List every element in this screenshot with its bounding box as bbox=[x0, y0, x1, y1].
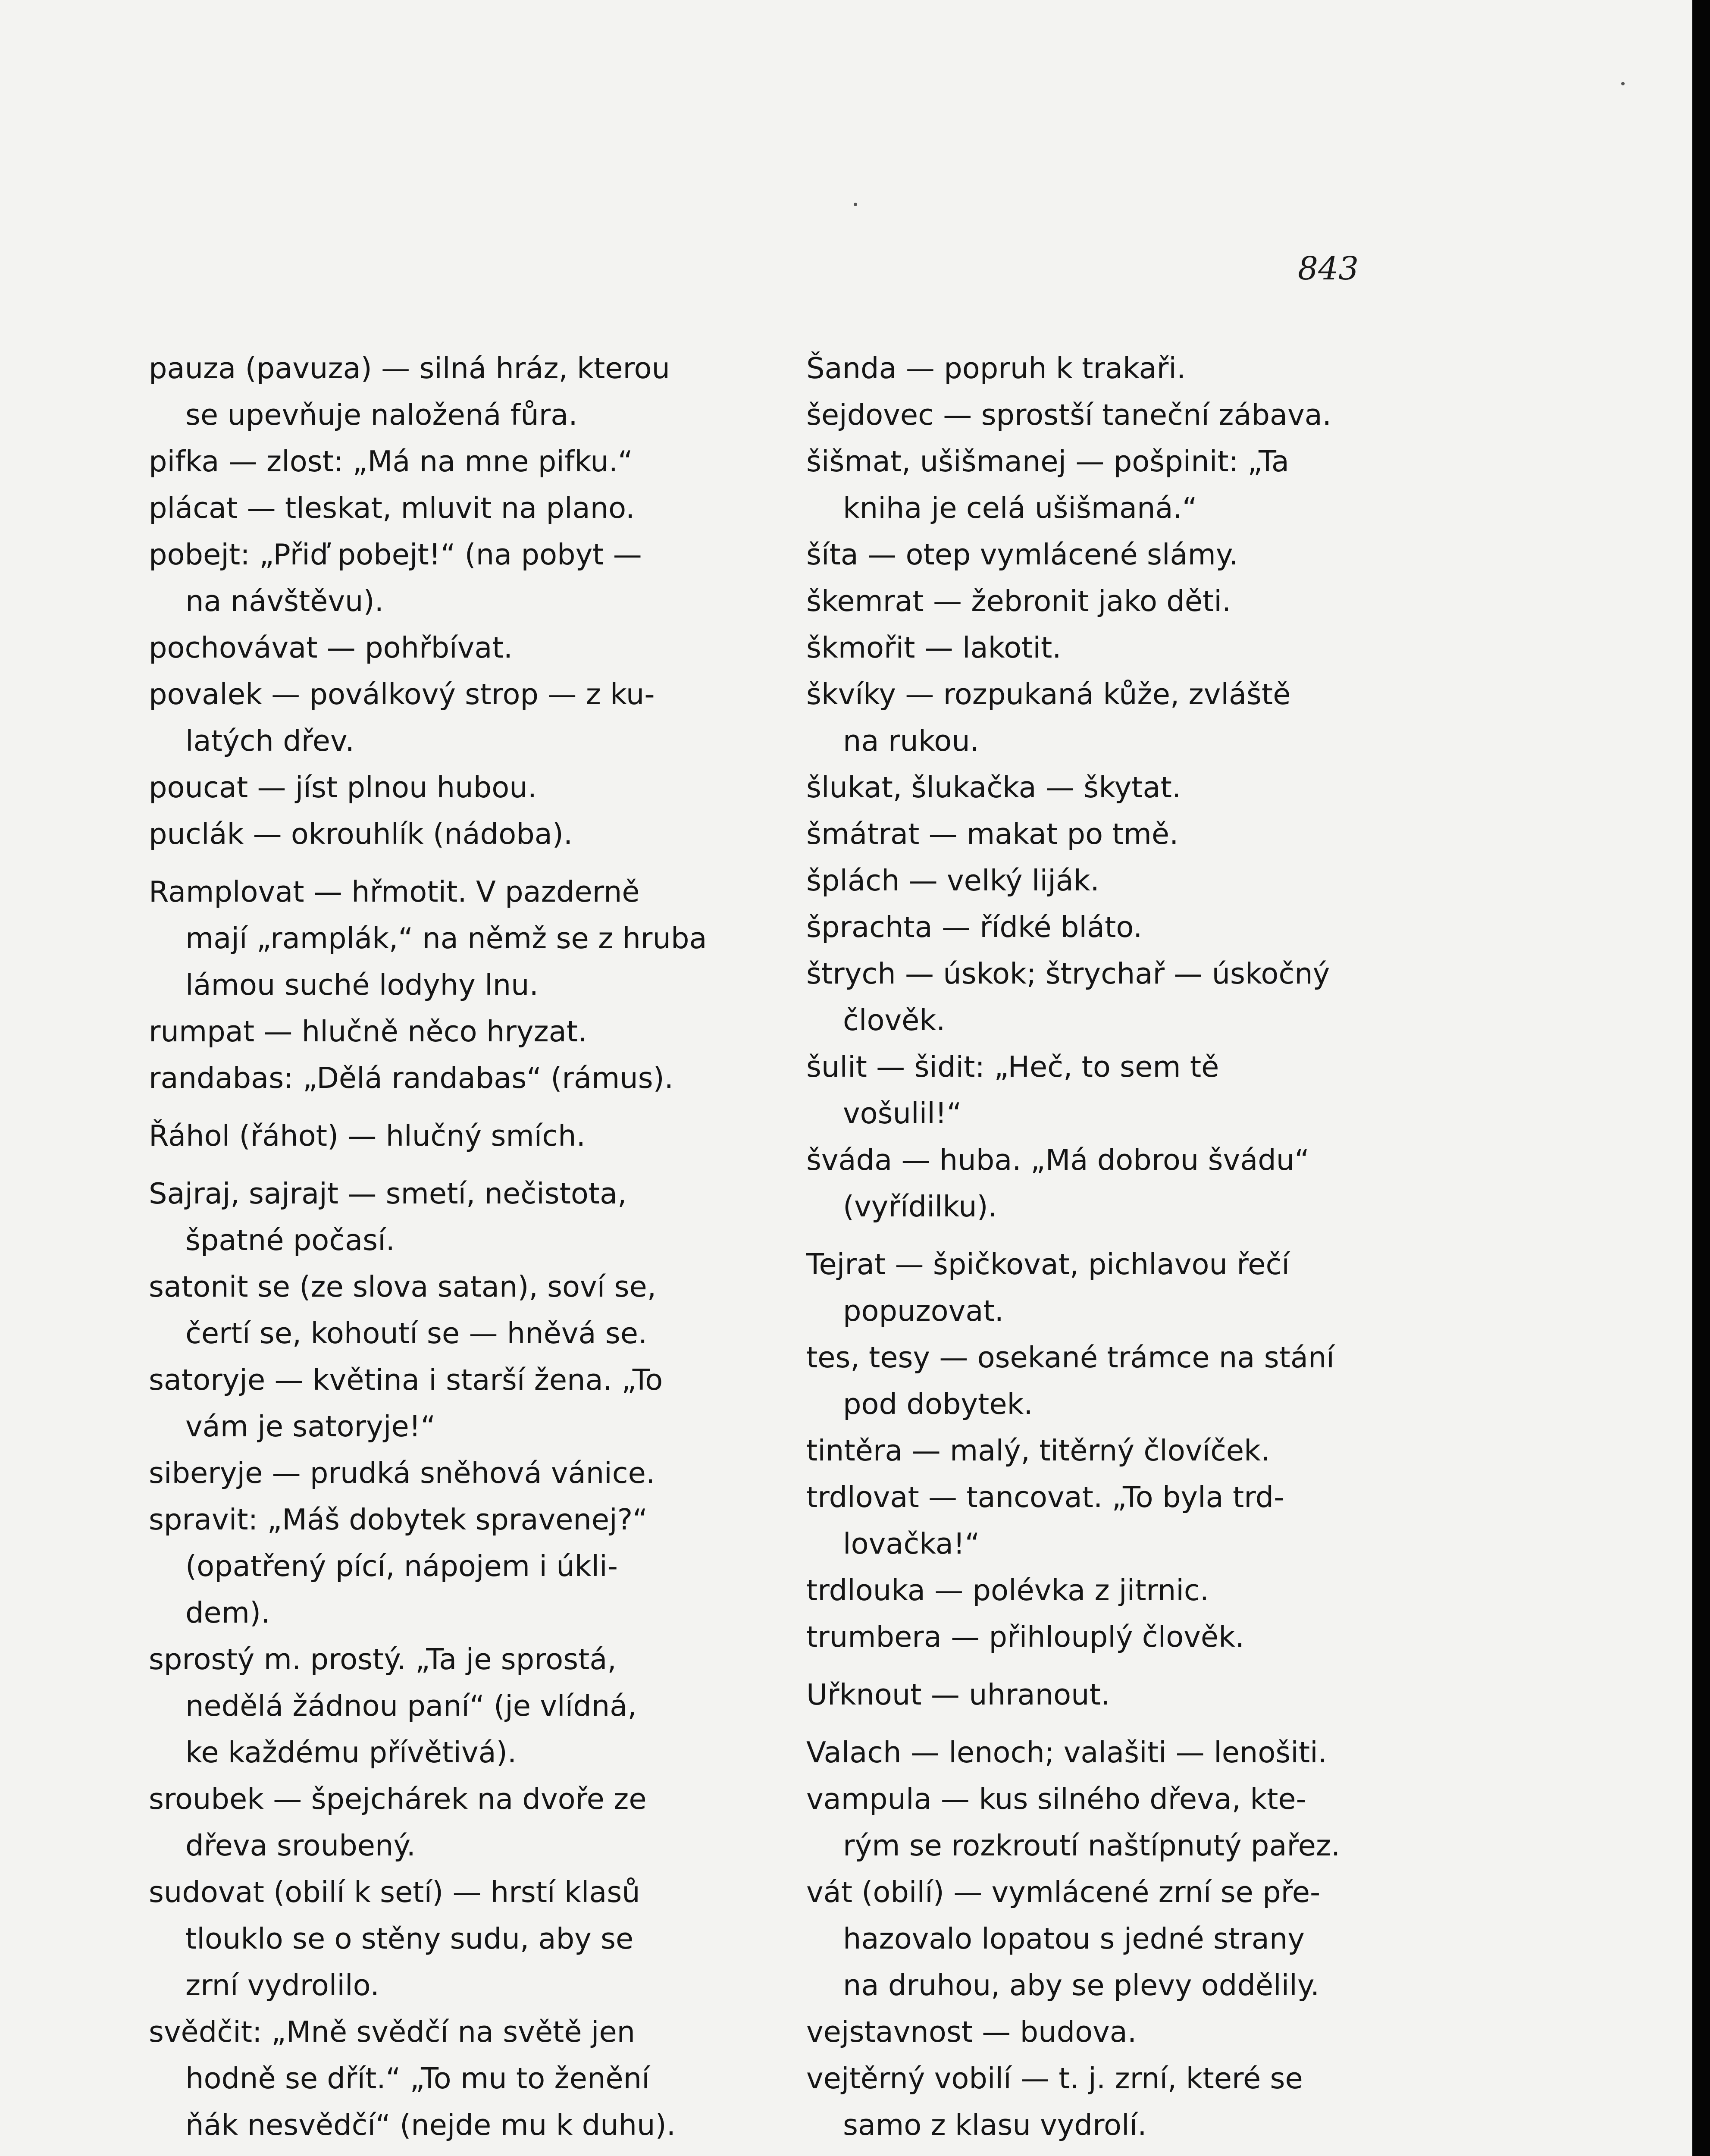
entry-line: lovačka!“ bbox=[843, 1527, 980, 1561]
left-column-entry bbox=[149, 1496, 727, 1636]
entry-line: sudovat (obilí k setí) — hrstí klasů bbox=[149, 1875, 640, 1909]
right-column-entry bbox=[806, 1474, 1384, 1567]
left-column-entry bbox=[149, 485, 727, 531]
entry-line: (opatřený pící, nápojem i úkli- bbox=[185, 1549, 618, 1583]
right-column-entry bbox=[806, 671, 1384, 764]
entry-line: Uřknout — uhranout. bbox=[806, 1678, 1110, 1711]
entry-line: na návštěvu). bbox=[185, 584, 384, 618]
entry-line: štrych — úskok; štrychař — úskočný bbox=[806, 957, 1330, 990]
entry-line: trumbera — přihlouplý člověk. bbox=[806, 1620, 1245, 1654]
left-column-entry bbox=[149, 671, 727, 764]
entry-line: čertí se, kohoutí se — hněvá se. bbox=[185, 1316, 648, 1350]
entry-line: latých dřev. bbox=[185, 724, 354, 758]
entry-line: randabas: „Dělá randabas“ (rámus). bbox=[149, 1061, 674, 1095]
entry-line: pauza (pavuza) — silná hráz, kterou bbox=[149, 351, 670, 385]
entry-line: vošulil!“ bbox=[843, 1097, 962, 1130]
right-column-entry bbox=[806, 1869, 1384, 2009]
right-column-entry bbox=[806, 1729, 1384, 1776]
left-column-entry bbox=[149, 345, 727, 438]
right-column-entry bbox=[806, 578, 1384, 624]
left-column-entry bbox=[149, 1636, 727, 1776]
entry-line: hazovalo lopatou s jedné strany bbox=[843, 1922, 1305, 1955]
entry-line: trdlouka — polévka z jitrnic. bbox=[806, 1573, 1209, 1607]
entry-line: mají „ramplák,“ na němž se z hruba bbox=[185, 921, 707, 955]
entry-line: zrní vydrolilo. bbox=[185, 1968, 379, 2002]
right-column-entry bbox=[806, 1567, 1384, 1614]
left-column-entry bbox=[149, 1450, 727, 1496]
right-column bbox=[806, 345, 1384, 2148]
entry-line: vám je satoryje!“ bbox=[185, 1410, 436, 1443]
left-column-entry bbox=[149, 438, 727, 485]
entry-line: špatné počasí. bbox=[185, 1223, 395, 1257]
right-column-entry bbox=[806, 904, 1384, 950]
entry-line: šíta — otep vymlácené slámy. bbox=[806, 538, 1238, 571]
left-column-entry bbox=[149, 1357, 727, 1450]
entry-line: šmátrat — makat po tmě. bbox=[806, 817, 1179, 851]
entry-line: pobejt: „Přiď pobejt!“ (na pobyt — bbox=[149, 538, 642, 571]
right-column-entry bbox=[806, 857, 1384, 904]
entry-line: se upevňuje naložená fůra. bbox=[185, 398, 578, 432]
right-column-entry bbox=[806, 1671, 1384, 1718]
entry-line: šejdovec — sprostší taneční zábava. bbox=[806, 398, 1332, 432]
entry-line: tintěra — malý, titěrný človíček. bbox=[806, 1434, 1270, 1467]
left-column-entry bbox=[149, 1055, 727, 1101]
left-column-entry bbox=[149, 624, 727, 671]
entry-line: člověk. bbox=[843, 1003, 946, 1037]
entry-line: pochovávat — pohřbívat. bbox=[149, 631, 513, 664]
scan-border bbox=[1692, 0, 1710, 2156]
entry-line: škemrat — žebronit jako děti. bbox=[806, 584, 1231, 618]
entry-line: šlukat, šlukačka — škytat. bbox=[806, 771, 1181, 804]
entry-line: Sajraj, sajrajt — smetí, nečistota, bbox=[149, 1177, 627, 1210]
entry-line: šváda — huba. „Má dobrou švádu“ bbox=[806, 1143, 1309, 1177]
right-column-entry bbox=[806, 1427, 1384, 1474]
entry-line: siberyje — prudká sněhová vánice. bbox=[149, 1456, 655, 1490]
right-column-entry bbox=[806, 1044, 1384, 1137]
entry-line: nedělá žádnou paní“ (je vlídná, bbox=[185, 1689, 637, 1723]
entry-line: rým se rozkroutí naštípnutý pařez. bbox=[843, 1829, 1340, 1862]
left-column bbox=[149, 345, 727, 2148]
right-column-entry bbox=[806, 531, 1384, 578]
right-column-entry bbox=[806, 392, 1384, 438]
entry-line: dem). bbox=[185, 1596, 270, 1630]
left-column-entry bbox=[149, 764, 727, 811]
entry-line: hodně se dřít.“ „To mu to ženění bbox=[185, 2062, 650, 2095]
entry-line: vejtěrný vobilí — t. j. zrní, které se bbox=[806, 2062, 1303, 2095]
entry-line: škmořit — lakotit. bbox=[806, 631, 1062, 664]
entry-line: spravit: „Máš dobytek spravenej?“ bbox=[149, 1503, 648, 1536]
left-column-entry bbox=[149, 1263, 727, 1357]
left-column-entry bbox=[149, 531, 727, 624]
entry-line: popuzovat. bbox=[843, 1294, 1004, 1328]
entry-line: sroubek — špejchárek na dvoře ze bbox=[149, 1782, 647, 1816]
left-column-entry bbox=[149, 1112, 727, 1159]
entry-line: šplách — velký liják. bbox=[806, 864, 1099, 897]
entry-line: plácat — tleskat, mluvit na plano. bbox=[149, 491, 635, 525]
right-column-entry bbox=[806, 1776, 1384, 1869]
right-column-entry bbox=[806, 950, 1384, 1044]
entry-line: tlouklo se o stěny sudu, aby se bbox=[185, 1922, 634, 1955]
right-column-entry bbox=[806, 624, 1384, 671]
entry-line: vát (obilí) — vymlácené zrní se pře- bbox=[806, 1875, 1321, 1909]
entry-line: dřeva sroubený. bbox=[185, 1829, 416, 1862]
right-column-entry bbox=[806, 2055, 1384, 2148]
entry-line: trdlovat — tancovat. „To byla trd- bbox=[806, 1480, 1284, 1514]
left-column-entry bbox=[149, 1869, 727, 2009]
entry-line: pod dobytek. bbox=[843, 1387, 1033, 1421]
entry-line: pifka — zlost: „Má na mne pifku.“ bbox=[149, 445, 633, 478]
right-column-entry bbox=[806, 438, 1384, 531]
entry-line: Šanda — popruh k trakaři. bbox=[806, 351, 1186, 385]
entry-line: (vyřídilku). bbox=[843, 1190, 997, 1223]
entry-line: Valach — lenoch; valašiti — lenošiti. bbox=[806, 1736, 1328, 1769]
left-column-entry bbox=[149, 2009, 727, 2148]
page-number: 843 bbox=[1298, 250, 1359, 287]
right-column-entry bbox=[806, 811, 1384, 857]
right-column-entry bbox=[806, 764, 1384, 811]
entry-line: kniha je celá ušišmaná.“ bbox=[843, 491, 1197, 525]
entry-line: Řáhol (řáhot) — hlučný smích. bbox=[149, 1119, 586, 1153]
left-column-entry bbox=[149, 1008, 727, 1055]
entry-line: šulit — šidit: „Heč, to sem tě bbox=[806, 1050, 1219, 1084]
entry-line: škvíky — rozpukaná kůže, zvláště bbox=[806, 677, 1291, 711]
entry-line: šišmat, ušišmanej — pošpinit: „Ta bbox=[806, 445, 1289, 478]
entry-line: rumpat — hlučně něco hryzat. bbox=[149, 1015, 587, 1048]
entry-line: samo z klasu vydrolí. bbox=[843, 2108, 1147, 2142]
entry-line: na druhou, aby se plevy oddělily. bbox=[843, 1968, 1320, 2002]
right-column-entry bbox=[806, 2009, 1384, 2055]
right-column-entry bbox=[806, 1241, 1384, 1334]
left-column-entry bbox=[149, 811, 727, 857]
right-column-entry bbox=[806, 1137, 1384, 1230]
entry-line: ňák nesvědčí“ (nejde mu k duhu). bbox=[185, 2108, 676, 2142]
entry-line: vejstavnost — budova. bbox=[806, 2015, 1137, 2049]
entry-line: satonit se (ze slova satan), soví se, bbox=[149, 1270, 657, 1304]
right-column-entry bbox=[806, 1614, 1384, 1660]
entry-line: lámou suché lodyhy lnu. bbox=[185, 968, 539, 1002]
scan-speck bbox=[854, 203, 857, 206]
left-column-entry bbox=[149, 1170, 727, 1263]
entry-line: vampula — kus silného dřeva, kte- bbox=[806, 1782, 1306, 1816]
entry-line: na rukou. bbox=[843, 724, 979, 758]
entry-line: tes, tesy — osekané trámce na stání bbox=[806, 1341, 1335, 1374]
entry-line: Tejrat — špičkovat, pichlavou řečí bbox=[806, 1247, 1290, 1281]
entry-line: puclák — okrouhlík (nádoba). bbox=[149, 817, 573, 851]
entry-line: Ramplovat — hřmotit. V pazderně bbox=[149, 875, 640, 909]
right-column-entry bbox=[806, 345, 1384, 392]
entry-line: povalek — poválkový strop — z ku- bbox=[149, 677, 655, 711]
left-column-entry bbox=[149, 1776, 727, 1869]
entry-line: satoryje — květina i starší žena. „To bbox=[149, 1363, 663, 1397]
entry-line: svědčit: „Mně svědčí na světě jen bbox=[149, 2015, 636, 2049]
left-column-entry bbox=[149, 868, 727, 1008]
right-column-entry bbox=[806, 1334, 1384, 1427]
entry-line: sprostý m. prostý. „Ta je sprostá, bbox=[149, 1642, 617, 1676]
entry-line: šprachta — řídké bláto. bbox=[806, 910, 1143, 944]
scan-speck bbox=[1621, 82, 1625, 85]
entry-line: ke každému přívětivá). bbox=[185, 1736, 517, 1769]
entry-line: poucat — jíst plnou hubou. bbox=[149, 771, 537, 804]
